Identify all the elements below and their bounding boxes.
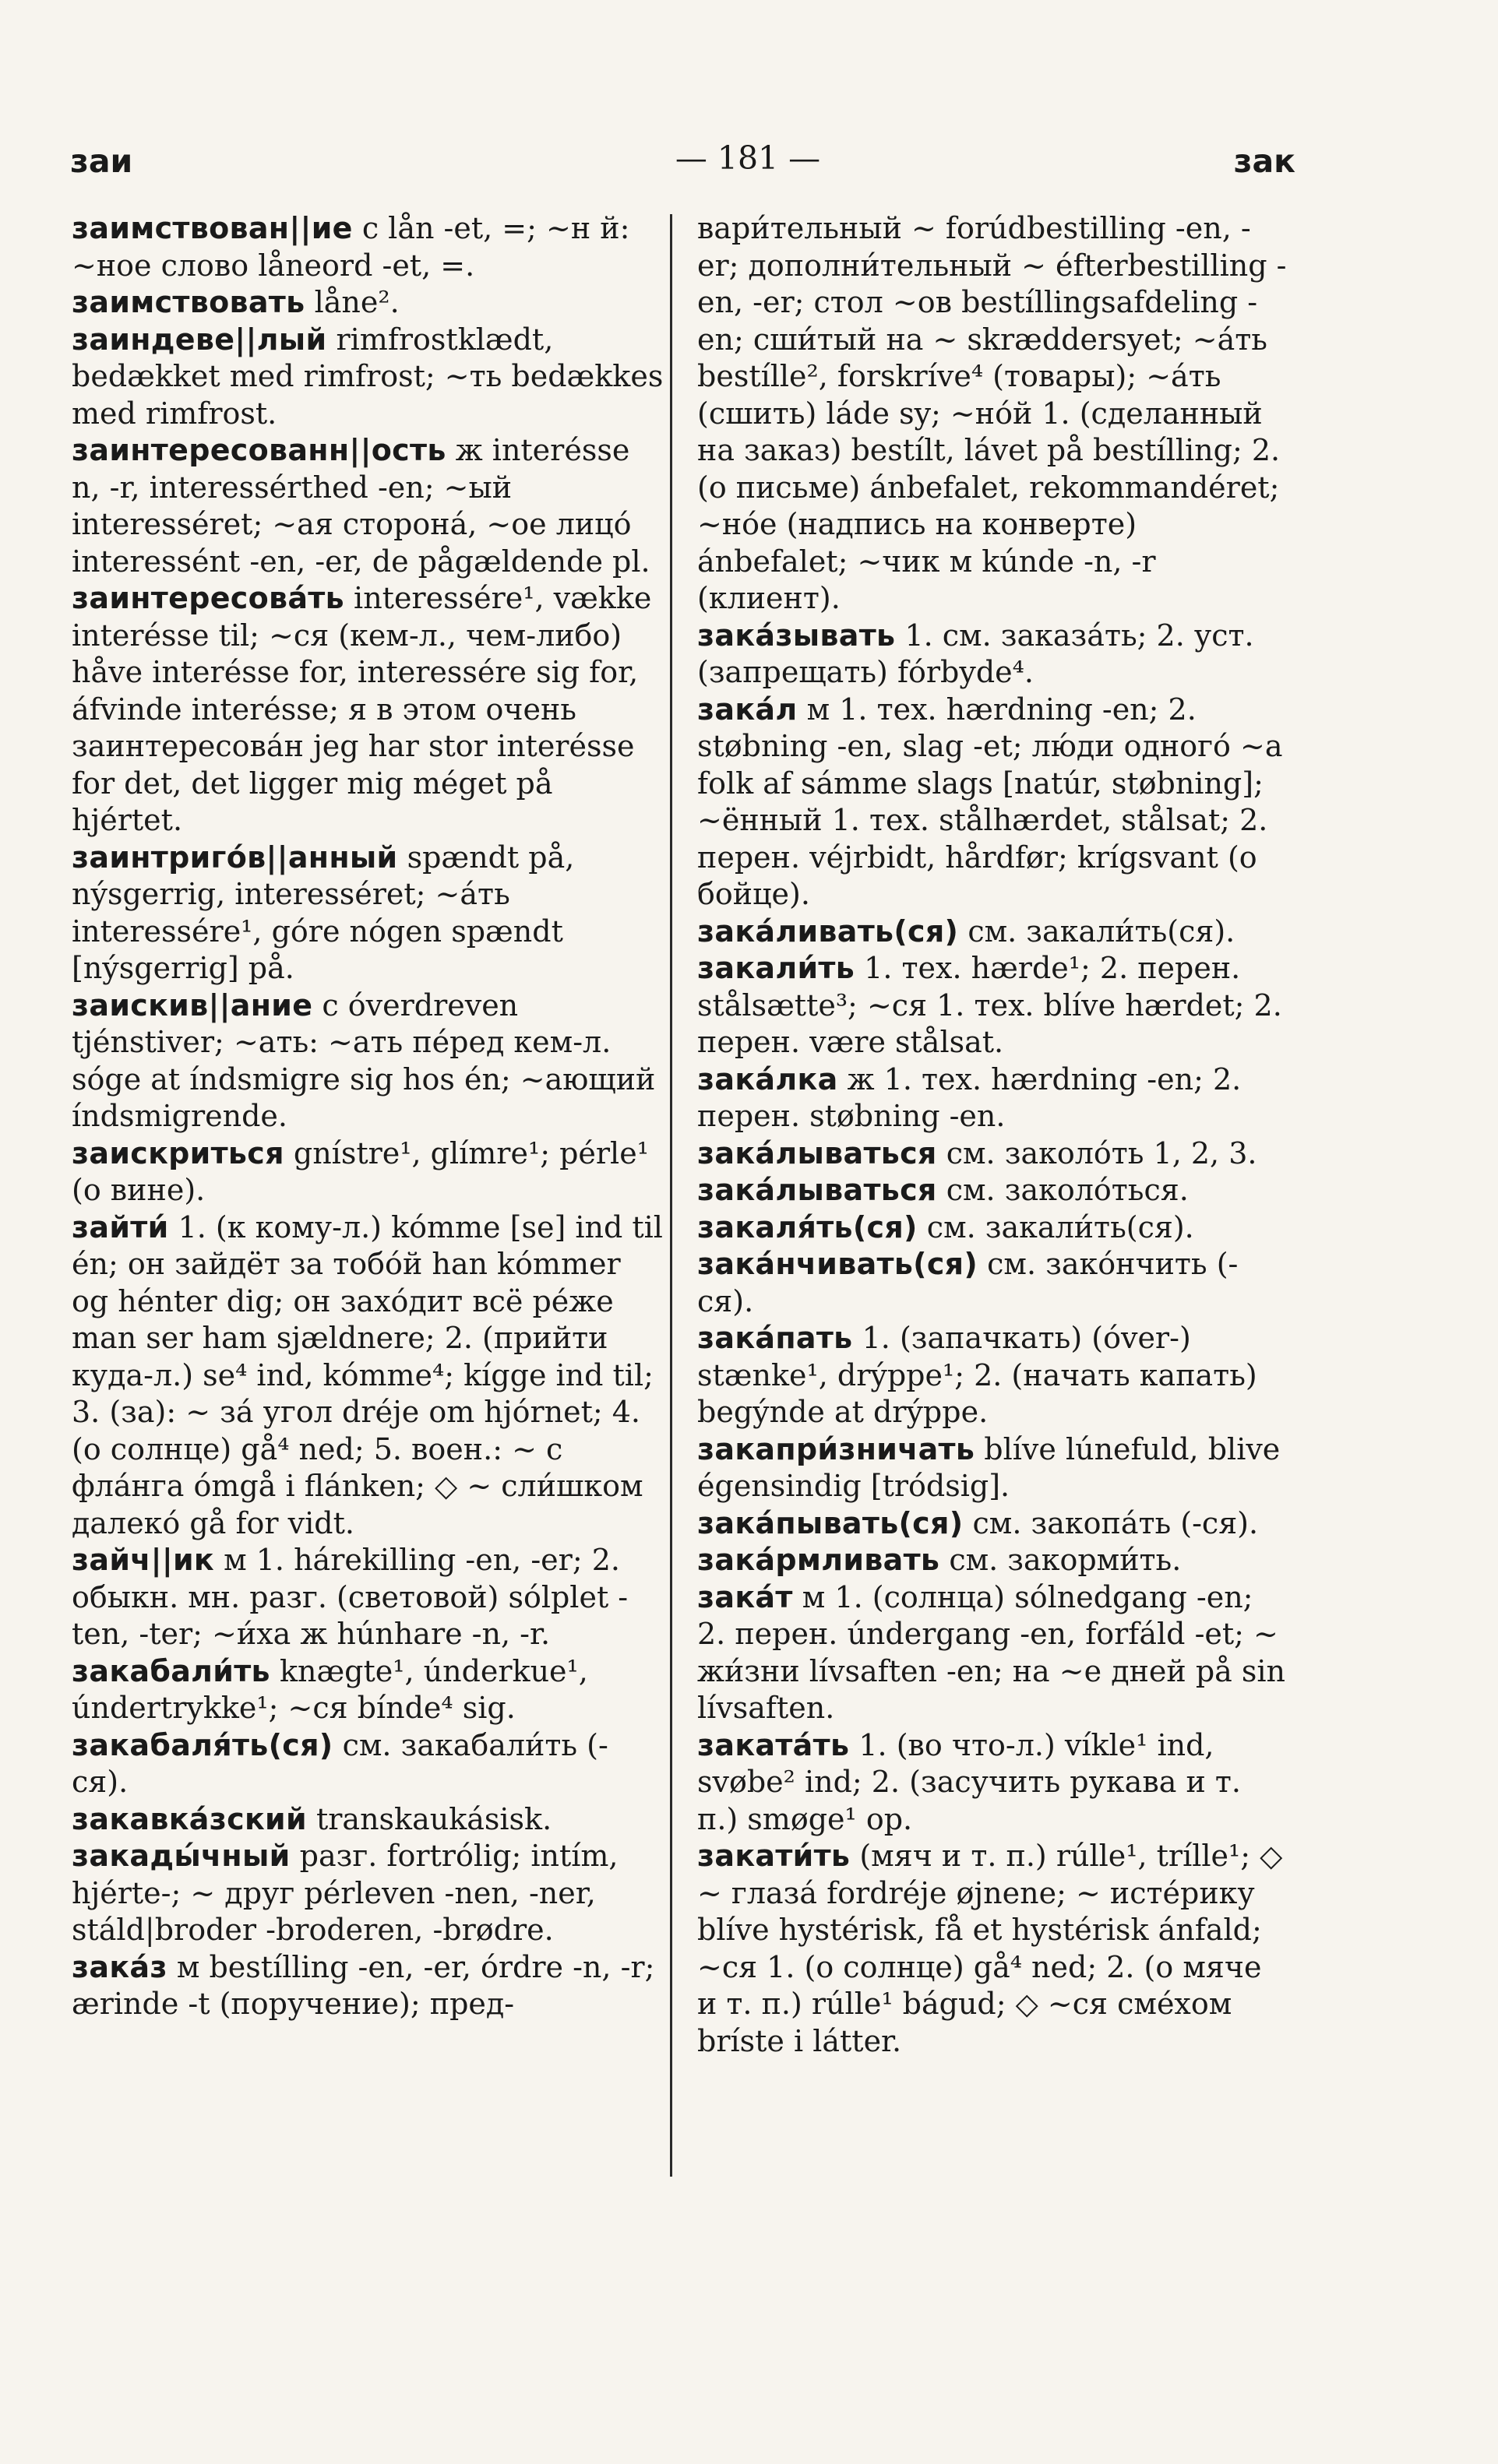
entry-definition: 1. (к кому-л.) kómme [se] ind til én; он зайдёт за тобо́й han kómmer og hénter dig; он захо́дит всё ре́же man ser ham sjældnere; 2. (прийти куда-л.) se⁴ ind, kómme⁴; kígge ind til; 3. (за): ~ за́ угол dréje om hjórnet; 4. (о солнце) gå⁴ ned; 5. воен.: ~ с фла́нга ómgå i flánken; ◇ ~ сли́шком далеко́ gå for vidt. [72, 1209, 663, 1540]
entry-definition: interessére¹, vække interésse til; ~ся (кем-л., чем-либо) håve interésse for, interessére sig for, áfvinde interésse; я в этом очень заинтересова́н jeg har stor interésse for det, det ligger mig méget på hjértet. [72, 581, 652, 837]
dictionary-entry [697, 950, 1289, 1061]
entry-headword: зака́лка [697, 1061, 838, 1096]
dictionary-entry [72, 1801, 664, 1839]
dictionary-entry [697, 692, 1289, 913]
dictionary-entry [697, 1061, 1289, 1135]
dictionary-entry [697, 1135, 1289, 1173]
entry-definition: см. закали́ть(ся). [968, 913, 1235, 949]
entry-definition: м 1. тех. hærdning -en; 2. støbning -en, slag -et; лю́ди одного́ ~а folk af sámme slags [natúr, støbning]; ~ённый 1. тех. stålhærdet, stålsat; 2. перен. véjrbidt, hårdfør; krígsvant (о бойце). [697, 692, 1283, 911]
entry-definition: knægte¹, únderkue¹, úndertrykke¹; ~ся bínde⁴ sig. [72, 1653, 588, 1725]
entry-definition: gnístre¹, glímre¹; pérle¹ (о вине). [72, 1135, 649, 1207]
entry-definition: låne². [314, 285, 400, 319]
dictionary-entry [72, 1949, 664, 2023]
page-header [0, 128, 1498, 183]
entry-headword: закады́чный [72, 1839, 291, 1873]
entry-headword: заката́ть [697, 1727, 850, 1762]
entry-headword: заимствован||ие [72, 211, 353, 245]
entry-headword: закабаля́ть(ся) [72, 1727, 333, 1762]
entry-headword: зака́зывать [697, 618, 896, 653]
dictionary-entry [697, 1838, 1289, 2060]
entry-headword: закавка́зский [72, 1801, 307, 1836]
entry-definition: м 1. (солнца) sólnedgang -en; 2. перен. úndergang -en, forfáld -et; ~ жи́зни lívsaften -en; на ~е дней på sin lívsaften. [697, 1579, 1286, 1725]
dictionary-entry [697, 1209, 1289, 1247]
entry-definition: rimfrostklædt, bedækket med rimfrost; ~ть bedækkes med rimfrost. [72, 322, 664, 431]
entry-headword: зака́лываться [697, 1135, 937, 1170]
dictionary-entry [697, 1505, 1289, 1543]
entry-headword: закати́ть [697, 1839, 851, 1873]
entry-headword: заинтересованн||ость [72, 433, 446, 467]
dictionary-entry [72, 432, 664, 580]
dictionary-entry [72, 1727, 664, 1801]
entry-headword: заискив||ание [72, 987, 313, 1023]
dictionary-entry [697, 618, 1289, 692]
entry-definition: см. заколо́ть 1, 2, 3. [946, 1135, 1257, 1170]
entry-definition: (мяч и т. п.) rúlle¹, trílle¹; ◇ ~ глаза́ fordréje øjnene; ~ исте́рику blíve hystérisk, få et hystérisk ánfald; ~ся 1. (о солнце) gå⁴ ned; 2. (о мяче и т. п.) rúlle¹ bágud; ◇ ~ся сме́хом bríste i látter. [697, 1839, 1283, 2058]
entry-headword: закали́ть [697, 951, 855, 985]
entry-definition: 1. см. заказа́ть; 2. уст. (запрещать) fórbyde⁴. [697, 618, 1254, 689]
entry-definition: разг. fortrólig; intím, hjérte-; ~ друг pérleven -nen, -ner, stáld|broder -broderen, -brødre. [72, 1839, 619, 1947]
entry-definition: м bestílling -en, -er, órdre -n, -r; ærinde -t (поручение); пред- [72, 1949, 655, 2021]
dictionary-entry [697, 1320, 1289, 1431]
entry-definition: см. закали́ть(ся). [926, 1209, 1194, 1244]
entry-definition: м 1. hárekilling -en, -er; 2. обыкн. мн. разг. (световой) sólplet -ten, -ter; ~и́ха ж húnhare -n, -r. [72, 1543, 629, 1651]
entry-headword: зайч||ик [72, 1543, 215, 1577]
entry-definition: с óverdreven tjénstiver; ~ать: ~ать пе́ред кем-л. sóge at índsmigre sig hos én; ~ающий índsmigrende. [72, 987, 656, 1133]
entry-definition: ж 1. тех. hærdning -en; 2. перен. støbning -en. [697, 1061, 1242, 1133]
dictionary-entry [697, 210, 1289, 618]
dictionary-entry [72, 840, 664, 987]
entry-headword: зака́лываться [697, 1173, 937, 1207]
entry-definition: 1. (запачкать) (óver-) stænke¹, drýppe¹; 2. (начать капать) begýnde at drýppe. [697, 1321, 1257, 1429]
entry-definition: см. закопа́ть (-ся). [972, 1505, 1259, 1540]
dictionary-entry [72, 580, 664, 840]
dictionary-entry [72, 1653, 664, 1727]
entry-headword: закапри́зничать [697, 1431, 975, 1466]
right-column [697, 210, 1289, 2060]
entry-definition: с lån -et, =; ~н й: ~ное слово låneord -et, =. [72, 211, 630, 283]
entry-definition: transkaukásisk. [315, 1801, 552, 1836]
entry-headword: закаля́ть(ся) [697, 1209, 918, 1244]
left-column [72, 210, 664, 2023]
entry-definition: 1. (во что-л.) víkle¹ ind, svøbe² ind; 2. (засучить рукава и т. п.) smøge¹ op. [697, 1727, 1241, 1836]
dictionary-entry [72, 1542, 664, 1653]
entry-headword: зака́рмливать [697, 1543, 940, 1577]
entry-headword: заинтересова́ть [72, 581, 344, 615]
entry-headword: зака́пать [697, 1321, 853, 1355]
dictionary-entry [72, 987, 664, 1135]
entry-headword: закабали́ть [72, 1653, 270, 1688]
entry-definition: ж interésse n, -r, interessérthed -en; ~ый interesséret; ~ая сторона́, ~ое лицо́ interessént -en, -er, de pågældende pl. [72, 433, 650, 579]
entry-headword: заинтриго́в||анный [72, 840, 398, 875]
column-divider [670, 214, 672, 2177]
entry-definition: см. закабали́ть (-ся). [72, 1727, 608, 1799]
entry-definition: spændt på, nýsgerrig, interesséret; ~а́ть interessére¹, góre nógen spændt [nýsgerrig] på. [72, 840, 575, 985]
entry-definition: blíve lúnefuld, blive égensindig [tródsig]. [697, 1431, 1281, 1503]
entry-headword: зака́ливать(ся) [697, 913, 959, 949]
dictionary-entry [72, 322, 664, 433]
entry-headword: зака́т [697, 1579, 793, 1614]
entry-headword: зака́з [72, 1949, 167, 1984]
entry-headword: заискриться [72, 1135, 284, 1170]
dictionary-entry [697, 1542, 1289, 1579]
entry-definition: вари́тельный ~ forúdbestilling -en, -er; дополни́тельный ~ éfterbestilling -en, -er; стол ~ов bestíllingsafdeling -en; сши́тый на ~ skræddersyet; ~а́ть bestílle², forskríve⁴ (товары); ~а́ть (сшить) láde sy; ~но́й 1. (сделанный на заказ) bestílt, lávet på bestílling; 2. (о письме) ánbefalet, rekommandéret; ~но́е (надпись на конверте) ánbefalet; ~чик м kúnde -n, -r (клиент). [697, 211, 1287, 615]
dictionary-entry [697, 1579, 1289, 1727]
dictionary-entry [72, 210, 664, 284]
dictionary-entry [72, 1838, 664, 1949]
entry-definition: см. закорми́ть. [949, 1543, 1182, 1577]
header-right-guideword: зак [1233, 143, 1295, 180]
dictionary-entry [697, 1727, 1289, 1839]
dictionary-entry [72, 1135, 664, 1209]
entry-definition: см. заколо́ться. [946, 1173, 1189, 1207]
entry-headword: зайти́ [72, 1209, 169, 1244]
entry-headword: заиндеве||лый [72, 322, 327, 357]
dictionary-entry [72, 1209, 664, 1543]
entry-definition: 1. тех. hærde¹; 2. перен. stålsætte³; ~ся 1. тех. blíve hærdet; 2. перен. være stålsat. [697, 951, 1282, 1059]
header-left-guideword: заи [70, 143, 133, 180]
entry-definition: см. зако́нчить (-ся). [697, 1247, 1239, 1318]
page-number: — 181 — [675, 139, 821, 177]
dictionary-entry [697, 1246, 1289, 1320]
entry-headword: зака́нчивать(ся) [697, 1247, 978, 1281]
dictionary-entry [697, 913, 1289, 951]
dictionary-entry [697, 1172, 1289, 1209]
entry-headword: зака́пывать(ся) [697, 1505, 964, 1540]
entry-headword: заимствовать [72, 285, 305, 319]
dictionary-entry [72, 284, 664, 322]
entry-headword: зака́л [697, 692, 798, 727]
dictionary-entry [697, 1431, 1289, 1505]
